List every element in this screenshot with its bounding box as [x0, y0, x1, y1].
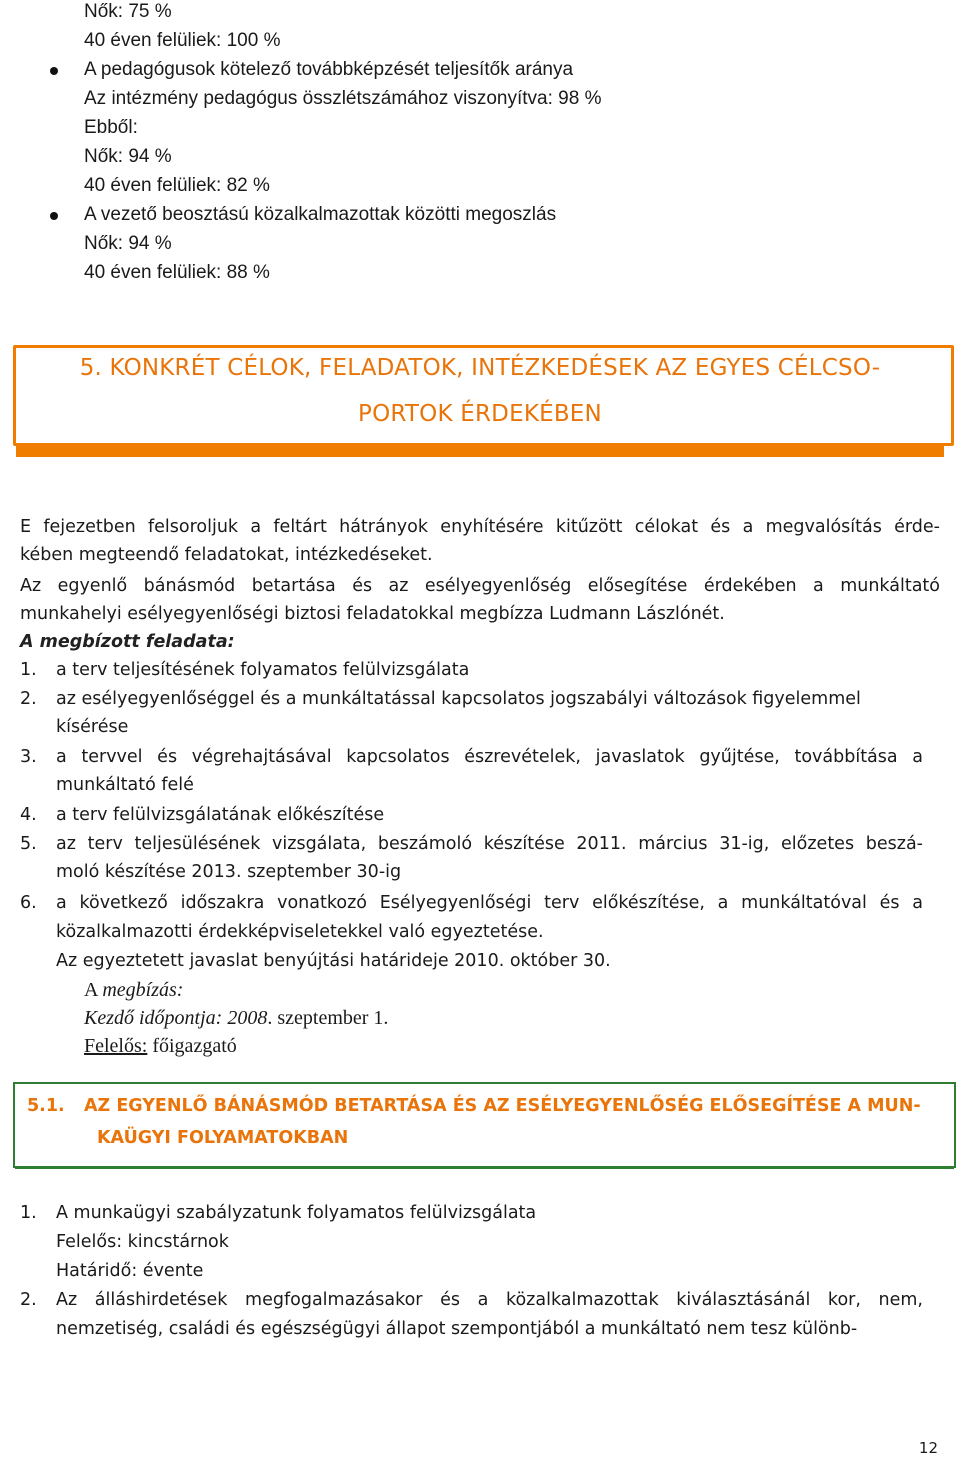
responsible-value: főigazgató	[147, 1035, 237, 1057]
paragraph-assignment-line1: Az egyenlő bánásmód betartása és az esélyegyenlőség elősegítése érdekében a munkáltató	[20, 576, 940, 596]
list-item-training-ratio: A pedagógusok kötelező továbbképzését teljesítők aránya	[84, 59, 574, 80]
item-1-responsible: Felelős: kincstárnok	[56, 1232, 229, 1252]
task-item-4: a terv felülvizsgálatának előkészítése	[56, 805, 385, 825]
stat-over-40-2: 40 éven felüliek: 82 %	[84, 175, 270, 196]
section-5-title-line2: PORTOK ÉRDEKÉBEN	[358, 401, 602, 427]
list-number: 1.	[20, 660, 37, 680]
assignment-label	[84, 979, 183, 1002]
list-number: 6.	[20, 893, 37, 913]
task-item-3-line2: munkáltató felé	[56, 775, 194, 795]
stat-of-which: Ebből:	[84, 117, 138, 138]
list-number: 3.	[20, 747, 37, 767]
section-51-number: 5.1.	[27, 1096, 65, 1116]
stat-women-2: Nők: 94 %	[84, 146, 172, 167]
paragraph-assignment-line2: munkahelyi esélyegyenlőségi biztosi feladatokkal megbízza Ludmann Lászlónét.	[20, 604, 725, 624]
task-item-2-line1: az esélyegyenlőséggel és a munkáltatással kapcsolatos jogszabályi változások figyelemmel	[56, 689, 861, 709]
paragraph-intro-line1: E fejezetben felsoroljuk a feltárt hátrányok enyhítésére kitűzött célokat és a megvalósítás érde-	[20, 517, 940, 537]
task-item-6-line3: Az egyeztetett javaslat benyújtási határideje 2010. október 30.	[56, 951, 611, 971]
bullet-icon	[50, 212, 58, 220]
task-item-5-line1: az terv teljesülésének vizsgálata, beszámoló készítése 2011. március 31-ig, előzetes beszá-	[56, 834, 923, 854]
task-item-3-line1: a tervvel és végrehajtásával kapcsolatos észrevételek, javaslatok gyűjtése, továbbítása a	[56, 747, 923, 767]
paragraph-intro-line2: kében megteendő feladatokat, intézkedéseket.	[20, 545, 433, 565]
section-51-title-line2: KAÜGYI FOLYAMATOKBAN	[97, 1128, 349, 1148]
section-51-heading-box	[13, 1082, 956, 1168]
task-item-6-line1: a következő időszakra vonatkozó Esélyegyenlőségi terv előkészítése, a munkáltatóval és a	[56, 893, 923, 913]
item-1-deadline: Határidő: évente	[56, 1261, 204, 1281]
list-number: 2.	[20, 689, 37, 709]
section-5-title-line1: 5. KONKRÉT CÉLOK, FELADATOK, INTÉZKEDÉSEK AZ EGYES CÉLCSO-	[79, 355, 881, 381]
task-item-6-line2: közalkalmazotti érdekképviseletekkel való egyeztetése.	[56, 922, 544, 942]
task-heading: A megbízott feladata:	[20, 632, 235, 652]
assignment-responsible	[84, 1035, 237, 1058]
stat-over-40-3: 40 éven felüliek: 88 %	[84, 262, 270, 283]
start-date-rest: . szeptember 1.	[267, 1007, 389, 1029]
list-number: 5.	[20, 834, 37, 854]
section-51-title-line1: AZ EGYENLŐ BÁNÁSMÓD BETARTÁSA ÉS AZ ESÉLYEGYENLŐSÉG ELŐSEGÍTÉSE A MUN-	[84, 1096, 921, 1116]
start-label: Kezdő időpontja: 2008	[84, 1007, 268, 1029]
page-number: 12	[918, 1439, 938, 1457]
stat-staff-ratio: Az intézmény pedagógus összlétszámához viszonyítva: 98 %	[84, 88, 602, 109]
list-number: 1.	[20, 1203, 37, 1223]
item-2-line1: Az álláshirdetések megfogalmazásakor és a közalkalmazottak kiválasztásánál kor, nem,	[56, 1290, 923, 1310]
assignment-a: A	[84, 979, 103, 1001]
responsible-label: Felelős:	[84, 1035, 148, 1057]
stat-women: Nők: 75 %	[84, 1, 172, 22]
list-number: 2.	[20, 1290, 37, 1310]
task-item-2-line2: kísérése	[56, 717, 129, 737]
stat-women-3: Nők: 94 %	[84, 233, 172, 254]
list-number: 4.	[20, 805, 37, 825]
task-item-5-line2: moló készítése 2013. szeptember 30-ig	[56, 862, 402, 882]
bullet-icon	[50, 67, 58, 75]
stat-over-40: 40 éven felüliek: 100 %	[84, 30, 281, 51]
item-1-line1: A munkaügyi szabályzatunk folyamatos felülvizsgálata	[56, 1203, 537, 1223]
assignment-word: megbízás:	[102, 979, 184, 1001]
task-item-1: a terv teljesítésének folyamatos felülvizsgálata	[56, 660, 470, 680]
list-item-manager-distribution: A vezető beosztású közalkalmazottak közötti megoszlás	[84, 204, 557, 225]
item-2-line2: nemzetiség, családi és egészségügyi állapot szempontjából a munkáltató nem tesz különb-	[56, 1319, 858, 1339]
assignment-start	[84, 1007, 388, 1030]
